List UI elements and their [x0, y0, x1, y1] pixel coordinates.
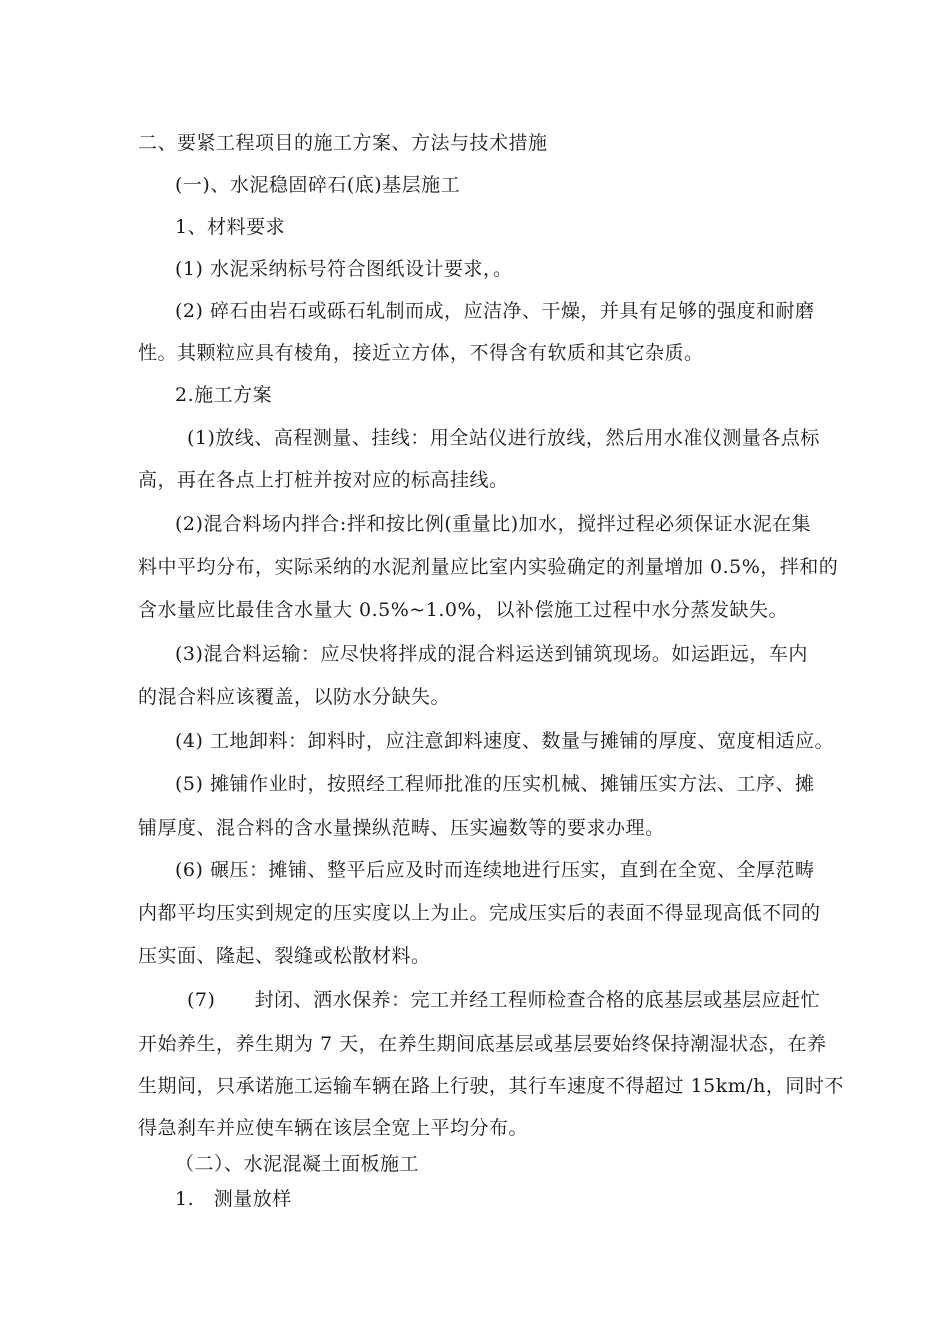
sub1-title: 1、材料要求 — [175, 216, 286, 238]
paragraph-line: (7) 封闭、洒水保养：完工并经工程师检查合格的底基层或基层应赶忙 — [187, 989, 821, 1011]
paragraph-line: 压实面、隆起、裂缝或松散材料。 — [138, 945, 431, 967]
paragraph-line: (4) 工地卸料：卸料时，应注意卸料速度、数量与摊铺的厚度、宽度相适应。 — [175, 730, 834, 752]
paragraph-line: 性。其颗粒应具有棱角，接近立方体，不得含有软质和其它杂质。 — [138, 342, 704, 364]
paragraph-line: (5) 摊铺作业时，按照经工程师批准的压实机械、摊铺压实方法、工序、摊 — [175, 773, 815, 795]
paragraph-line: (1)放线、高程测量、挂线：用全站仪进行放线，然后用水准仪测量各点标 — [187, 427, 820, 449]
paragraph-line: (3)混合料运输：应尽快将拌成的混合料运送到铺筑现场。如运距远，车内 — [175, 643, 808, 665]
paragraph-line: 高，再在各点上打桩并按对应的标高挂线。 — [138, 469, 509, 491]
paragraph-line: 的混合料应该覆盖，以防水分缺失。 — [138, 686, 451, 708]
paragraph-line: 含水量应比最佳含水量大 0.5%~1.0%，以补偿施工过程中水分蒸发缺失。 — [138, 599, 789, 621]
paragraph-line: (2)混合料场内拌合:拌和按比例(重量比)加水，搅拌过程必须保证水泥在集 — [175, 513, 812, 535]
section1-title: (一)、水泥稳固碎石(底)基层施工 — [175, 174, 461, 196]
paragraph-line: 铺厚度、混合料的含水量操纵范畴、压实遍数等的要求办理。 — [138, 817, 665, 839]
section2-sub1: 1. 测量放样 — [175, 1188, 292, 1210]
paragraph-line: 内都平均压实到规定的压实度以上为止。完成压实后的表面不得显现高低不同的 — [138, 902, 821, 924]
paragraph-line: (1) 水泥采纳标号符合图纸设计要求，。 — [175, 258, 513, 280]
paragraph-line: 生期间，只承诺施工运输车辆在路上行驶，其行车速度不得超过 15km/h，同时不 — [138, 1075, 844, 1097]
section2-title: （二）、水泥混凝土面板施工 — [175, 1153, 420, 1175]
heading-main: 二、要紧工程项目的施工方案、方法与技术措施 — [138, 132, 548, 154]
sub2-title: 2.施工方案 — [175, 384, 273, 406]
paragraph-line: (6) 碾压：摊铺、整平后应及时而连续地进行压实，直到在全宽、全厚范畴 — [175, 859, 815, 881]
paragraph-line: (2) 碎石由岩石或砾石轧制而成，应洁净、干燥，并具有足够的强度和耐磨 — [175, 300, 815, 322]
paragraph-line: 得急刹车并应使车辆在该层全宽上平均分布。 — [138, 1117, 529, 1139]
paragraph-line: 开始养生，养生期为 7 天，在养生期间底基层或基层要始终保持潮湿状态，在养 — [138, 1033, 827, 1055]
paragraph-line: 料中平均分布，实际采纳的水泥剂量应比室内实验确定的剂量增加 0.5%，拌和的 — [138, 556, 839, 578]
